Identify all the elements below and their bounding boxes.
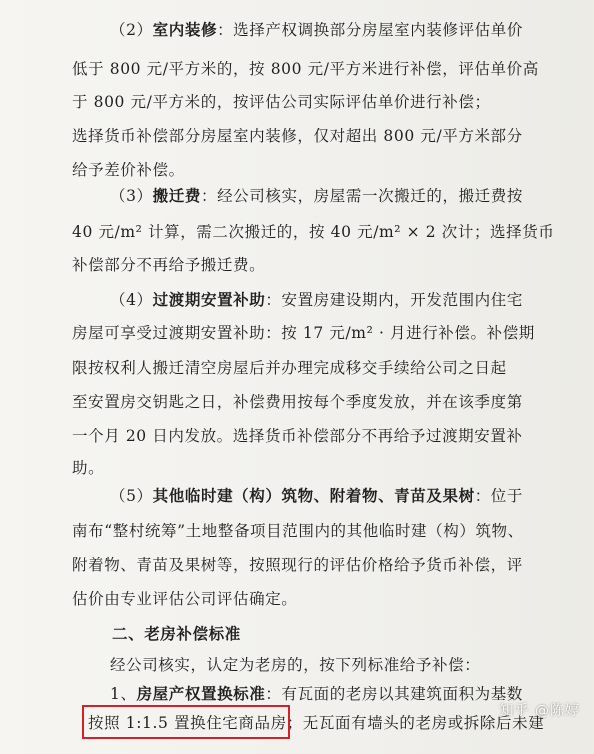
text-line: 限按权利人搬迁清空房屋后并办理完成移交手续给公司之日起 — [72, 359, 507, 377]
text-line: 按照 1:1.5 置换住宅商品房；无瓦面有墙头的老房或拆除后未建 — [88, 714, 545, 732]
watermark: 知乎 @陈婷 — [499, 703, 580, 719]
text-line: 选择货币补偿部分房屋室内装修，仅对超出 800 元/平方米部分 — [72, 127, 523, 145]
text-line: （5）其他临时建（构）筑物、附着物、青苗及果树：位于 — [110, 486, 523, 505]
text-line: （2）室内装修：选择产权调换部分房屋室内装修评估单价 — [110, 20, 523, 39]
text-line: 1、房屋产权置换标准：有瓦面的老房以其建筑面积为基数 — [110, 684, 523, 703]
text-line: （3）搬迁费：经公司核实，房屋需一次搬迁的，搬迁费按 — [110, 186, 523, 205]
text-line: 房屋可享受过渡期安置补助：按 17 元/m² · 月进行补偿。补偿期 — [72, 324, 535, 342]
highlight-box — [82, 705, 290, 739]
section-heading: 二、老房补偿标准 — [112, 624, 241, 643]
text-line: 给予差价补偿。 — [72, 161, 185, 179]
text-line: 经公司核实，认定为老房的，按下列标准给予补偿： — [110, 656, 481, 674]
text-line: 估价由专业评估公司评估确定。 — [72, 590, 298, 608]
text-line: 至安置房交钥匙之日，补偿费用按每个季度发放，并在该季度第 — [72, 393, 523, 411]
text-line: 于 800 元/平方米的，按评估公司实际评估单价进行补偿； — [72, 93, 491, 111]
text-line: （4）过渡期安置补助：安置房建设期内，开发范围内住宅 — [110, 290, 523, 309]
text-line: 助。 — [72, 459, 105, 477]
text-line: 40 元/m² 计算，需二次搬迁的，按 40 元/m² × 2 次计；选择货币 — [72, 223, 555, 241]
text-line: 低于 800 元/平方米的，按 800 元/平方米进行补偿，评估单价高 — [72, 60, 539, 78]
text-line: 一个月 20 日内发放。选择货币补偿部分不再给予过渡期安置补 — [72, 427, 523, 445]
text-line: 补偿部分不再给予搬迁费。 — [72, 256, 266, 274]
text-line: 附着物、青苗及果树等，按照现行的评估价格给予货币补偿，评 — [72, 556, 523, 574]
text-line: 南布“整村统筹”土地整备项目范围内的其他临时建（构）筑物、 — [72, 522, 524, 540]
